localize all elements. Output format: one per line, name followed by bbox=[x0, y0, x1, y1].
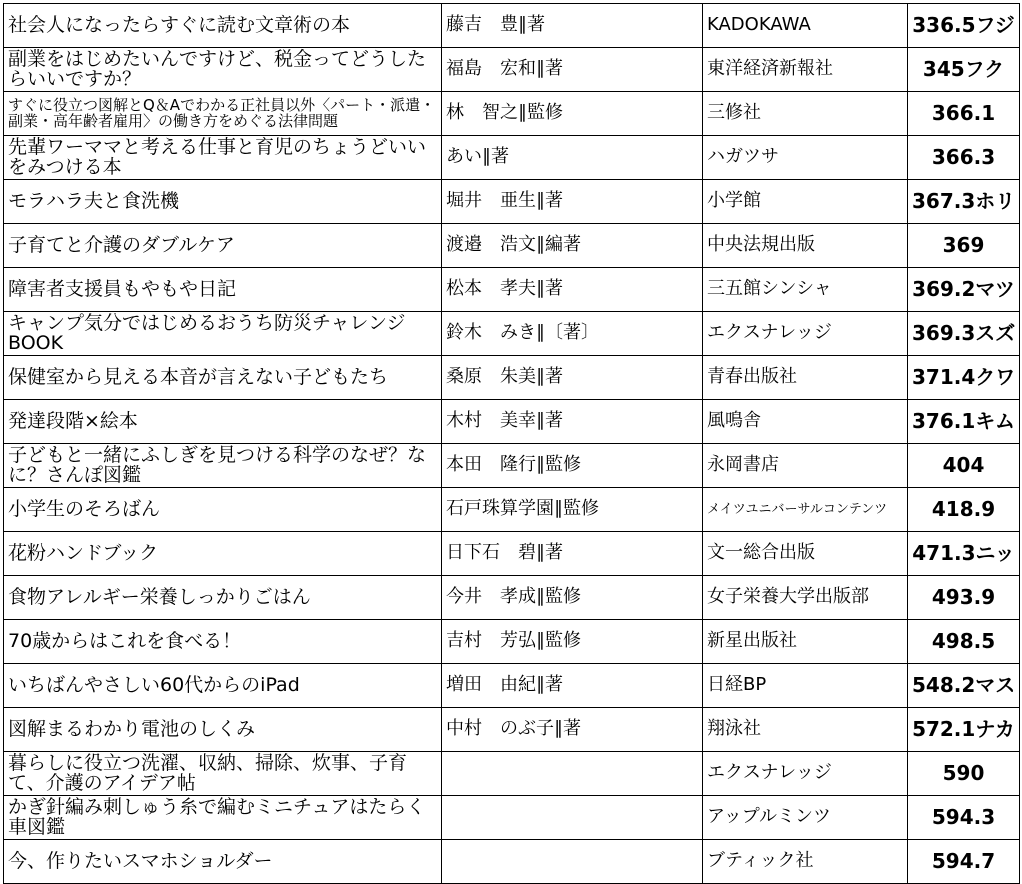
book-title: 図解まるわかり電池のしくみ bbox=[4, 708, 442, 752]
book-title: 子どもと一緒にふしぎを見つける科学のなぜ？なに？さんぽ図鑑 bbox=[4, 444, 442, 488]
book-publisher: ブティック社 bbox=[703, 840, 908, 884]
book-author: 増田 由紀∥著 bbox=[442, 664, 703, 708]
book-call-number: 493.9 bbox=[908, 576, 1020, 620]
book-publisher: 青春出版社 bbox=[703, 356, 908, 400]
book-author: 藤吉 豊∥著 bbox=[442, 4, 703, 48]
table-row bbox=[4, 444, 1020, 488]
table-row bbox=[4, 312, 1020, 356]
table-row bbox=[4, 532, 1020, 576]
table-row bbox=[4, 180, 1020, 224]
book-author bbox=[442, 752, 703, 796]
book-call-number: 418.9 bbox=[908, 488, 1020, 532]
table-row bbox=[4, 752, 1020, 796]
book-call-number: 336.5フジ bbox=[908, 4, 1020, 48]
book-author: 吉村 芳弘∥監修 bbox=[442, 620, 703, 664]
book-call-number: 498.5 bbox=[908, 620, 1020, 664]
book-call-number: 369 bbox=[908, 224, 1020, 268]
book-title: モラハラ夫と食洗機 bbox=[4, 180, 442, 224]
book-title: 子育てと介護のダブルケア bbox=[4, 224, 442, 268]
table-row bbox=[4, 356, 1020, 400]
book-author: 中村 のぶ子∥著 bbox=[442, 708, 703, 752]
book-call-number: 404 bbox=[908, 444, 1020, 488]
book-author: 鈴木 みき∥〔著〕 bbox=[442, 312, 703, 356]
book-title: 発達段階×絵本 bbox=[4, 400, 442, 444]
table-row bbox=[4, 268, 1020, 312]
book-publisher: 風鳴舎 bbox=[703, 400, 908, 444]
book-title: すぐに役立つ図解とQ＆Aでわかる正社員以外〈パート・派遣・副業・高年齢者雇用〉の働き方をめぐる法律問題 bbox=[4, 92, 442, 136]
book-call-number: 366.1 bbox=[908, 92, 1020, 136]
book-title: 花粉ハンドブック bbox=[4, 532, 442, 576]
book-author: あい∥著 bbox=[442, 136, 703, 180]
book-call-number: 369.3スズ bbox=[908, 312, 1020, 356]
book-call-number: 376.1キム bbox=[908, 400, 1020, 444]
book-list-table bbox=[3, 3, 1020, 884]
book-call-number: 367.3ホリ bbox=[908, 180, 1020, 224]
table-row bbox=[4, 4, 1020, 48]
book-author: 林 智之∥監修 bbox=[442, 92, 703, 136]
table-row bbox=[4, 708, 1020, 752]
book-call-number: 590 bbox=[908, 752, 1020, 796]
book-title: 食物アレルギー栄養しっかりごはん bbox=[4, 576, 442, 620]
book-title: 障害者支援員もやもや日記 bbox=[4, 268, 442, 312]
book-call-number: 572.1ナカ bbox=[908, 708, 1020, 752]
book-author: 松本 孝夫∥著 bbox=[442, 268, 703, 312]
book-author: 石戸珠算学園∥監修 bbox=[442, 488, 703, 532]
book-publisher: 中央法規出版 bbox=[703, 224, 908, 268]
book-publisher: エクスナレッジ bbox=[703, 752, 908, 796]
book-publisher: メイツユニバーサルコンテンツ bbox=[703, 488, 908, 532]
book-publisher: 新星出版社 bbox=[703, 620, 908, 664]
book-author: 今井 孝成∥監修 bbox=[442, 576, 703, 620]
table-row bbox=[4, 92, 1020, 136]
book-call-number: 548.2マス bbox=[908, 664, 1020, 708]
book-publisher: エクスナレッジ bbox=[703, 312, 908, 356]
book-title: キャンプ気分ではじめるおうち防災チャレンジBOOK bbox=[4, 312, 442, 356]
table-row bbox=[4, 840, 1020, 884]
table-row bbox=[4, 576, 1020, 620]
table-row bbox=[4, 796, 1020, 840]
book-publisher: 文一総合出版 bbox=[703, 532, 908, 576]
book-call-number: 371.4クワ bbox=[908, 356, 1020, 400]
book-author: 福島 宏和∥著 bbox=[442, 48, 703, 92]
book-title: 先輩ワーママと考える仕事と育児のちょうどいいをみつける本 bbox=[4, 136, 442, 180]
book-publisher: アップルミンツ bbox=[703, 796, 908, 840]
book-title: いちばんやさしい60代からのiPad bbox=[4, 664, 442, 708]
book-author: 日下石 碧∥著 bbox=[442, 532, 703, 576]
book-call-number: 594.7 bbox=[908, 840, 1020, 884]
book-author: 堀井 亜生∥著 bbox=[442, 180, 703, 224]
book-title: 70歳からはこれを食べる！ bbox=[4, 620, 442, 664]
book-publisher: 小学館 bbox=[703, 180, 908, 224]
table-row bbox=[4, 48, 1020, 92]
book-title: 今、作りたいスマホショルダー bbox=[4, 840, 442, 884]
book-author bbox=[442, 840, 703, 884]
table-row bbox=[4, 400, 1020, 444]
book-title: 暮らしに役立つ洗濯、収納、掃除、炊事、子育て、介護のアイデア帖 bbox=[4, 752, 442, 796]
book-call-number: 369.2マツ bbox=[908, 268, 1020, 312]
table-row bbox=[4, 224, 1020, 268]
book-title: 小学生のそろばん bbox=[4, 488, 442, 532]
book-call-number: 471.3ニッ bbox=[908, 532, 1020, 576]
book-publisher: 永岡書店 bbox=[703, 444, 908, 488]
book-publisher: 東洋経済新報社 bbox=[703, 48, 908, 92]
table-row bbox=[4, 620, 1020, 664]
book-title: かぎ針編み刺しゅう糸で編むミニチュアはたらく車図鑑 bbox=[4, 796, 442, 840]
book-list-body bbox=[4, 4, 1020, 884]
book-publisher: 翔泳社 bbox=[703, 708, 908, 752]
book-author: 本田 隆行∥監修 bbox=[442, 444, 703, 488]
book-author bbox=[442, 796, 703, 840]
book-author: 木村 美幸∥著 bbox=[442, 400, 703, 444]
table-row bbox=[4, 136, 1020, 180]
book-publisher: 三修社 bbox=[703, 92, 908, 136]
book-title: 保健室から見える本音が言えない子どもたち bbox=[4, 356, 442, 400]
book-publisher: 女子栄養大学出版部 bbox=[703, 576, 908, 620]
book-publisher: 三五館シンシャ bbox=[703, 268, 908, 312]
book-title: 副業をはじめたいんですけど、税金ってどうしたらいいですか？ bbox=[4, 48, 442, 92]
book-call-number: 366.3 bbox=[908, 136, 1020, 180]
book-author: 渡邉 浩文∥編著 bbox=[442, 224, 703, 268]
book-publisher: ハガツサ bbox=[703, 136, 908, 180]
book-author: 桑原 朱美∥著 bbox=[442, 356, 703, 400]
book-publisher: KADOKAWA bbox=[703, 4, 908, 48]
book-call-number: 345フク bbox=[908, 48, 1020, 92]
book-title: 社会人になったらすぐに読む文章術の本 bbox=[4, 4, 442, 48]
book-call-number: 594.3 bbox=[908, 796, 1020, 840]
table-row bbox=[4, 488, 1020, 532]
book-publisher: 日経BP bbox=[703, 664, 908, 708]
table-row bbox=[4, 664, 1020, 708]
